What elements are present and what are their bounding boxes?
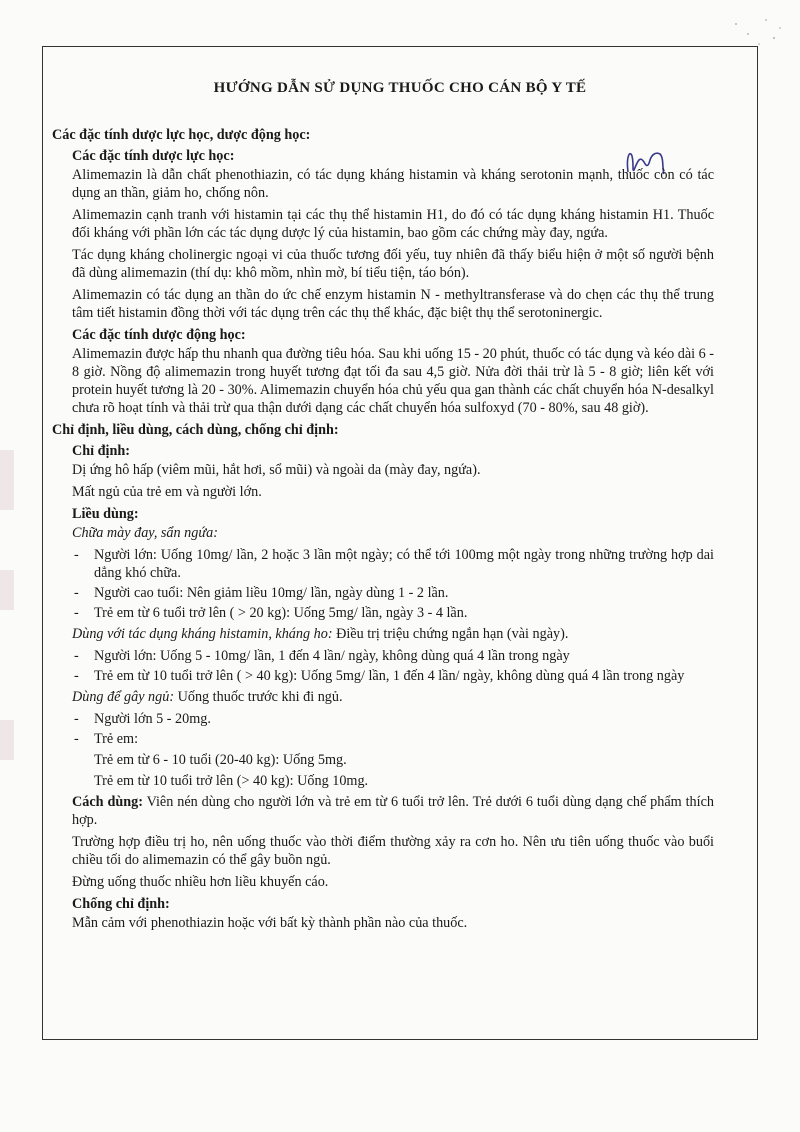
paragraph: Mất ngủ của trẻ em và người lớn. — [72, 484, 262, 500]
edge-stain — [0, 450, 14, 510]
dosage-sleep-list — [72, 710, 714, 748]
list-item: - Trẻ em từ 10 tuổi trở lên ( > 40 kg): Uống 5mg/ lần, 1 đến 4 lần/ ngày, không dùng quá 4 lần trong ngày — [72, 667, 714, 685]
corner-speckles — [726, 16, 786, 50]
paragraph: Đừng uống thuốc nhiều hơn liều khuyến cáo. — [72, 874, 329, 890]
paragraph: Alimemazin cạnh tranh với histamin tại các thụ thể histamin H1, do đó có tác dụng kháng histamin H1. Thuốc đối kháng với phần lớn các tác dụng dược lý của histamin, bao gồm các chứng mày đay, ngứa. — [72, 207, 714, 241]
paragraph: Tác dụng kháng cholinergic ngoại vi của thuốc tương đối yếu, tuy nhiên đã thấy biểu hiện ở một số người bệnh đã dùng alimemazin (thí dụ: khô mồm, nhìn mờ, bí tiểu tiện, táo bón). — [72, 247, 714, 281]
usage-text: Viên nén dùng cho người lớn và trẻ em từ 6 tuổi trở lên. Trẻ dưới 6 tuổi dùng dạng chế phẩm thích hợp. — [72, 794, 714, 828]
list-item: - Người lớn: Uống 10mg/ lần, 2 hoặc 3 lần một ngày; có thể tới 100mg một ngày trong những trường hợp dai dẳng khó chữa. — [72, 546, 714, 582]
sub-item: Trẻ em từ 10 tuổi trở lên (> 40 kg): Uống 10mg. — [94, 773, 369, 789]
subheading-pharmacokinetics: Các đặc tính dược động học: — [72, 327, 246, 343]
dosage-sleep-text: Uống thuốc trước khi đi ngủ. — [174, 689, 343, 705]
edge-stain — [0, 720, 14, 760]
dosage-antihistamine-label: Dùng với tác dụng kháng histamin, kháng ho: — [72, 626, 333, 642]
list-item: - Người lớn: Uống 5 - 10mg/ lần, 1 đến 4 lần/ ngày, không dùng quá 4 lần trong ngày — [72, 647, 714, 665]
paragraph: Alimemazin có tác dụng an thần do ức chế enzym histamin N - methyltransferase và do chẹn các thụ thể trung tâm tiết histamin đồng thời với tác dụng trên các thụ thể khác, đặc biệt thụ thể serotoninergic. — [72, 287, 714, 321]
subheading-pharmacodynamics: Các đặc tính dược lực học: — [72, 148, 235, 164]
document-title: HƯỚNG DẪN SỬ DỤNG THUỐC CHO CÁN BỘ Y TẾ — [213, 80, 587, 96]
list-item: - Người lớn 5 - 20mg. — [72, 710, 714, 728]
sub-item: Trẻ em từ 6 - 10 tuổi (20-40 kg): Uống 5mg. — [94, 752, 347, 768]
subheading-dosage: Liều dùng: — [72, 506, 139, 522]
dosage-antihistamine-list — [72, 647, 714, 685]
edge-stain — [0, 570, 14, 610]
usage-label: Cách dùng: — [72, 794, 143, 810]
paragraph: Alimemazin được hấp thu nhanh qua đường tiêu hóa. Sau khi uống 15 - 20 phút, thuốc có tác dụng và kéo dài 6 - 8 giờ. Nồng độ alimemazin trong huyết tương đạt tối đa sau 4,5 giờ. Nửa đời thải trừ là 5 - 8 giờ; liên kết với protein huyết tương là 20 - 30%. Alimemazin chuyển hóa chủ yếu qua gan thành các chất chuyển hóa N-desalkyl chưa rõ hoạt tính và thải trừ qua thận dưới dạng các chất chuyển hóa sulfoxyd (70 - 80%, sau 48 giờ). — [72, 346, 714, 416]
subheading-contraindications: Chống chỉ định: — [72, 896, 170, 912]
dosage-urticaria-list — [72, 546, 714, 622]
document-body — [52, 126, 714, 936]
paragraph: Mẫn cảm với phenothiazin hoặc với bất kỳ thành phần nào của thuốc. — [72, 915, 468, 931]
list-item: - Trẻ em từ 6 tuổi trở lên ( > 20 kg): Uống 5mg/ lần, ngày 3 - 4 lần. — [72, 604, 714, 622]
paragraph: Dị ứng hô hấp (viêm mũi, hắt hơi, sổ mũi) và ngoài da (mày đay, ngứa). — [72, 462, 481, 478]
dosage-sleep-line — [72, 688, 714, 706]
section-heading-indications: Chỉ định, liều dùng, cách dùng, chống chỉ định: — [52, 422, 339, 438]
dosage-antihistamine-text: Điều trị triệu chứng ngắn hạn (vài ngày). — [332, 626, 569, 642]
dosage-antihistamine-line — [72, 625, 714, 643]
section-heading-pharmacology: Các đặc tính dược lực học, dược động học: — [52, 127, 311, 143]
usage-line — [72, 793, 714, 829]
paragraph: Alimemazin là dẫn chất phenothiazin, có tác dụng kháng histamin và kháng serotonin mạnh, thuốc còn có tác dụng an thần, giảm ho, chống nôn. — [72, 167, 714, 201]
list-item: - Người cao tuổi: Nên giảm liều 10mg/ lần, ngày dùng 1 - 2 lần. — [72, 584, 714, 602]
dosage-sleep-label: Dùng để gây ngủ: — [72, 689, 175, 705]
paragraph: Trường hợp điều trị ho, nên uống thuốc vào thời điểm thường xảy ra cơn ho. Nên ưu tiên uống thuốc vào buổi chiều tối do alimemazin có thể gây buồn ngủ. — [72, 834, 714, 868]
subheading-indications: Chỉ định: — [72, 443, 130, 459]
dosage-urticaria-label: Chữa mày đay, sẩn ngứa: — [72, 525, 218, 541]
list-item: - Trẻ em: — [72, 730, 714, 748]
